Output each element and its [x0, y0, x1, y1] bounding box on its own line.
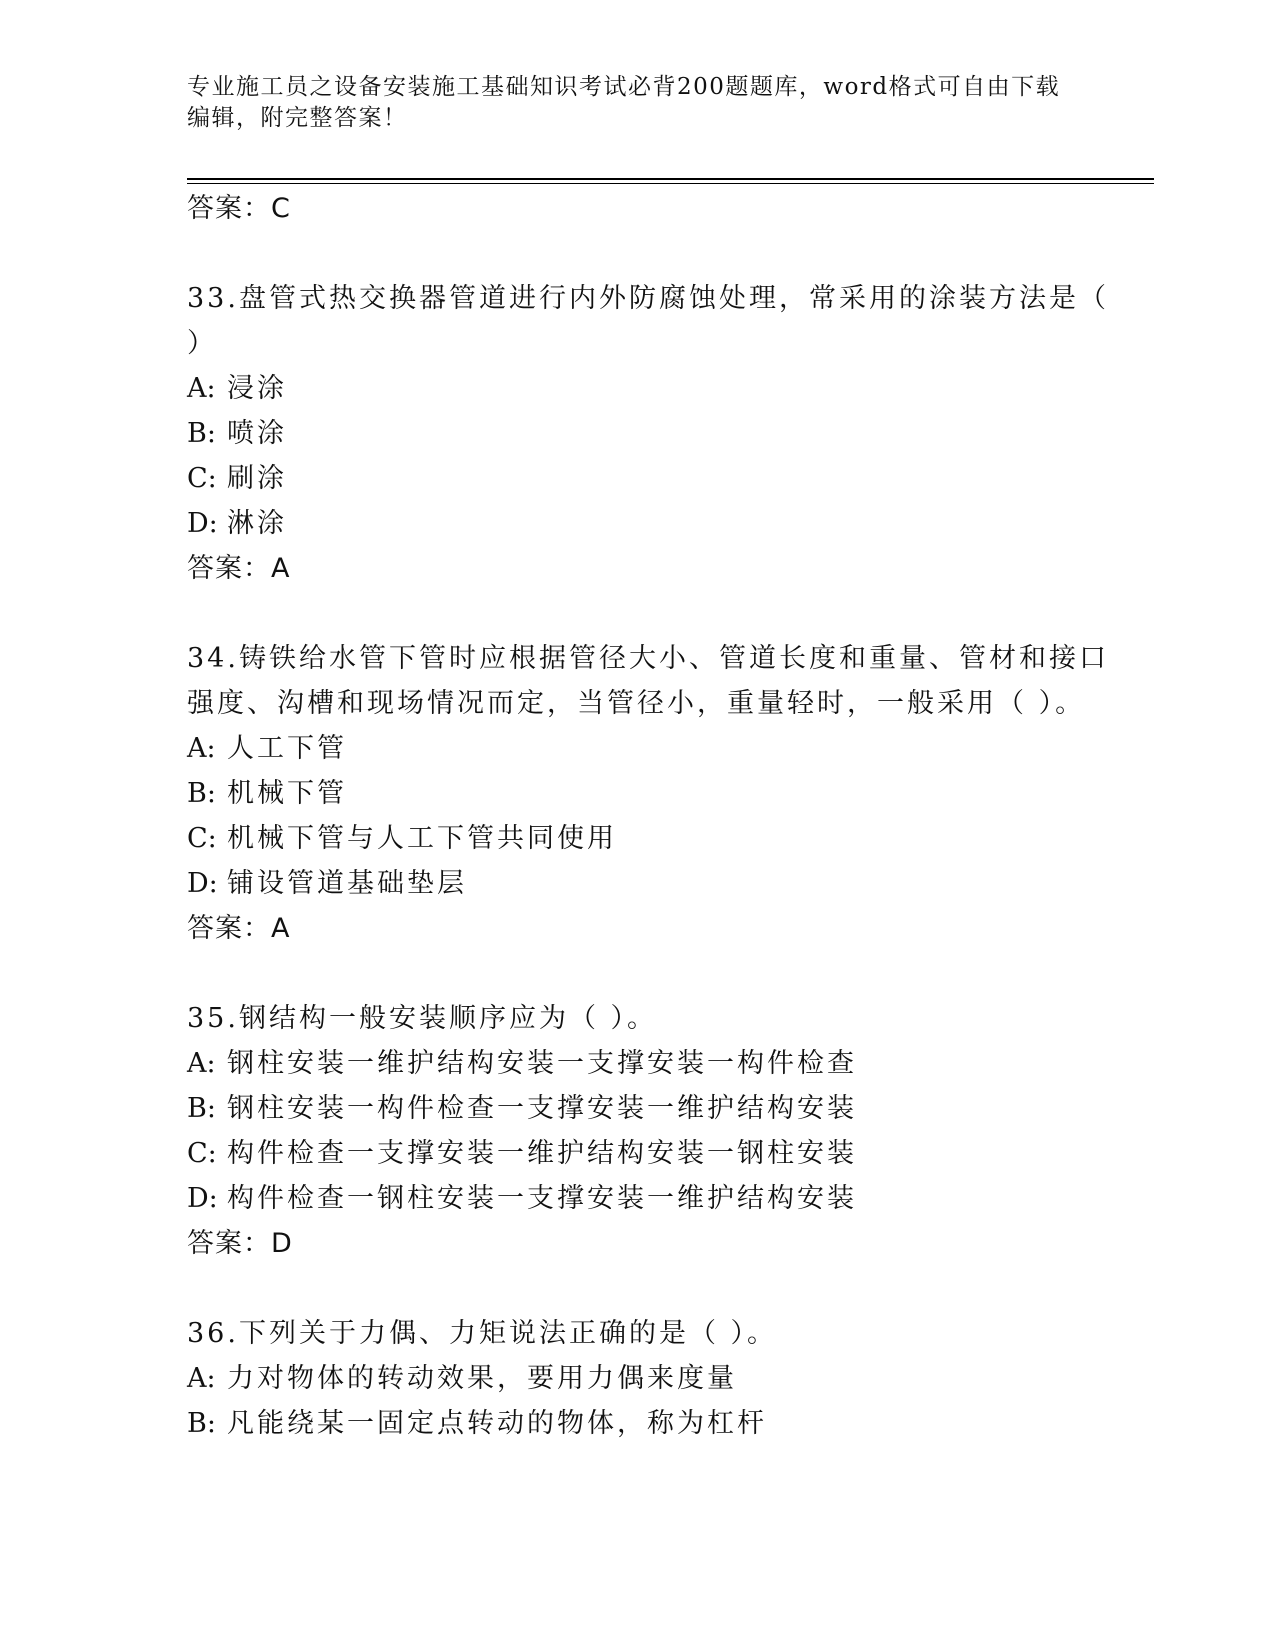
option-letter: B:	[187, 1093, 216, 1124]
answer: 答案：D	[187, 1228, 293, 1259]
option-letter: D:	[187, 868, 218, 899]
option-letter: A:	[187, 373, 216, 404]
option-text: 钢柱安装一构件检查一支撑安装一维护结构安装	[227, 1093, 857, 1124]
option-text: 构件检查一钢柱安装一支撑安装一维护结构安装	[227, 1183, 857, 1214]
header-line-2: 编辑，附完整答案！	[187, 105, 408, 131]
option-b	[187, 1086, 1087, 1131]
option-text: 刷涂	[227, 463, 287, 494]
question-stem: 33.盘管式热交换器管道进行内外防腐蚀处理，常采用的涂装方法是（	[187, 283, 1109, 314]
option-letter: D:	[187, 1183, 218, 1214]
option-a	[187, 366, 1087, 411]
option-a	[187, 726, 1087, 771]
answer: 答案：A	[187, 553, 291, 584]
header-line-1: 专业施工员之设备安装施工基础知识考试必背200题题库，word格式可自由下载	[187, 74, 1061, 100]
option-c	[187, 456, 1087, 501]
option-letter: A:	[187, 733, 216, 764]
question-36	[187, 1311, 1087, 1446]
option-a	[187, 1356, 1087, 1401]
option-text: 力对物体的转动效果，要用力偶来度量	[227, 1363, 737, 1394]
option-letter: C:	[187, 1138, 217, 1169]
question-stem: 强度、沟槽和现场情况而定，当管径小，重量轻时，一般采用（ ）。	[187, 688, 1086, 719]
header-rule-thin	[187, 183, 1154, 184]
option-letter: A:	[187, 1048, 216, 1079]
option-text: 淋涂	[227, 508, 287, 539]
option-text: 机械下管	[227, 778, 347, 809]
spacer	[187, 951, 1087, 996]
option-d	[187, 1176, 1087, 1221]
option-letter: A:	[187, 1363, 216, 1394]
option-text: 凡能绕某一固定点转动的物体，称为杠杆	[227, 1408, 767, 1439]
option-text: 构件检查一支撑安装一维护结构安装一钢柱安装	[227, 1138, 857, 1169]
previous-answer: 答案：C	[187, 193, 291, 224]
spacer	[187, 231, 1087, 276]
document-header	[187, 72, 1087, 134]
document-body	[187, 186, 1109, 1446]
question-stem: 36.下列关于力偶、力矩说法正确的是（ ）。	[187, 1318, 778, 1349]
option-d	[187, 861, 1087, 906]
option-letter: C:	[187, 823, 217, 854]
option-text: 铺设管道基础垫层	[227, 868, 467, 899]
answer: 答案：A	[187, 913, 291, 944]
question-stem: 34.铸铁给水管下管时应根据管径大小、管道长度和重量、管材和接口	[187, 643, 1109, 674]
option-letter: B:	[187, 1408, 216, 1439]
option-letter: C:	[187, 463, 217, 494]
option-d	[187, 501, 1087, 546]
option-b	[187, 771, 1087, 816]
option-letter: B:	[187, 778, 216, 809]
option-letter: B:	[187, 418, 216, 449]
option-letter: D:	[187, 508, 218, 539]
header-rule-thick	[187, 178, 1154, 180]
question-34	[187, 636, 1109, 951]
question-stem: 35.钢结构一般安装顺序应为（ ）。	[187, 1003, 658, 1034]
option-b	[187, 411, 1087, 456]
question-35	[187, 996, 1087, 1266]
question-stem: ）	[187, 328, 217, 359]
spacer	[187, 591, 1087, 636]
option-text: 机械下管与人工下管共同使用	[227, 823, 617, 854]
option-c	[187, 816, 1087, 861]
option-text: 喷涂	[227, 418, 287, 449]
question-33	[187, 276, 1109, 591]
option-b	[187, 1401, 1087, 1446]
option-c	[187, 1131, 1087, 1176]
option-text: 浸涂	[227, 373, 287, 404]
spacer	[187, 1266, 1087, 1311]
option-text: 钢柱安装一维护结构安装一支撑安装一构件检查	[227, 1048, 857, 1079]
option-text: 人工下管	[227, 733, 347, 764]
option-a	[187, 1041, 1087, 1086]
